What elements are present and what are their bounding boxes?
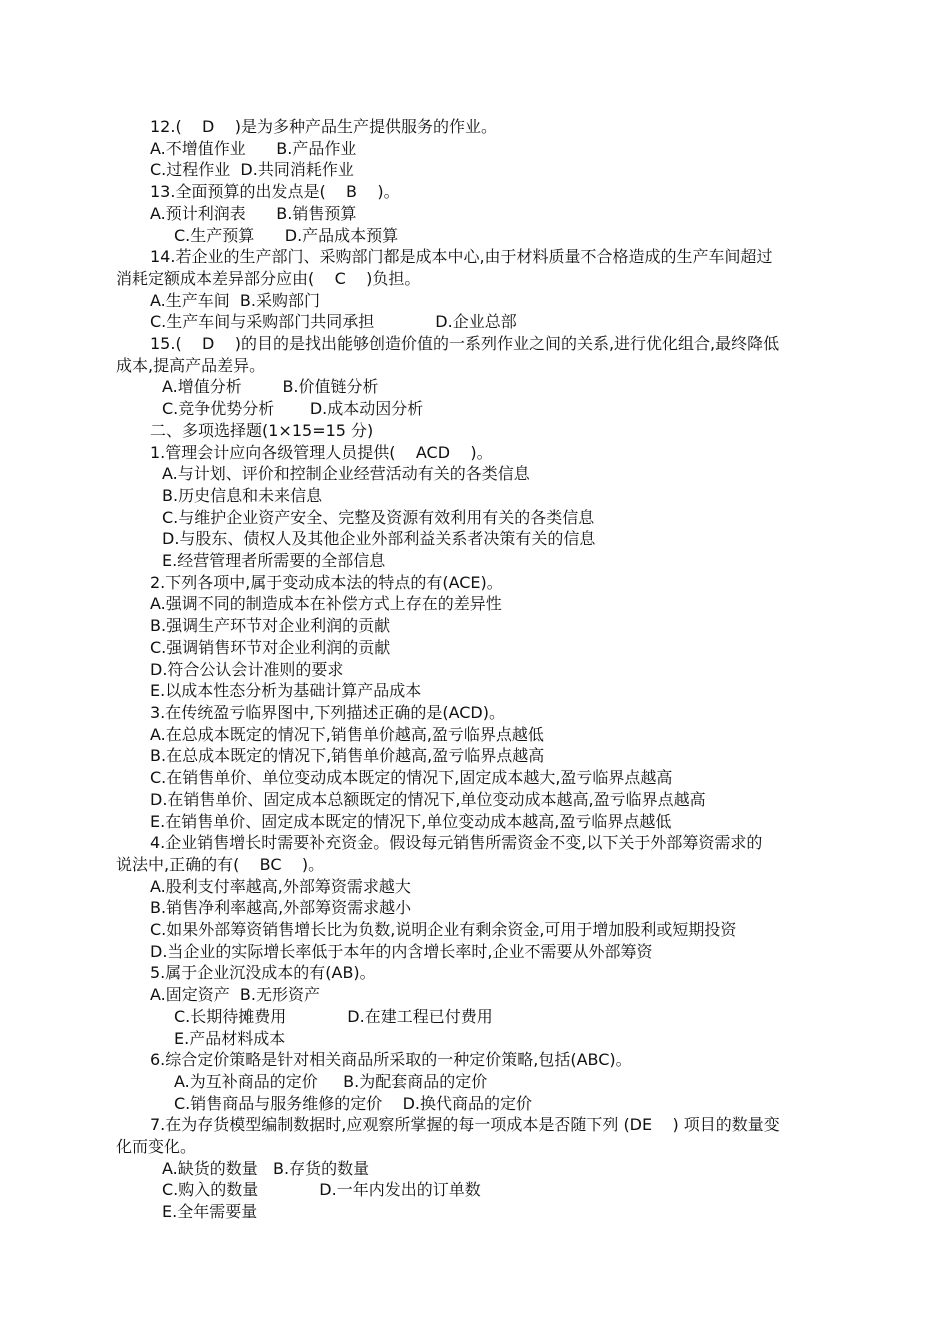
text-line: 消耗定额成本差异部分应由( C )负担。 — [116, 268, 421, 288]
text-line: C.在销售单价、单位变动成本既定的情况下,固定成本越大,盈亏临界点越高 — [150, 768, 673, 788]
text-line: 1.管理会计应向各级管理人员提供( ACD )。 — [150, 442, 493, 462]
text-line: 3.在传统盈亏临界图中,下列描述正确的是(ACD)。 — [150, 702, 505, 722]
text-line: 化而变化。 — [116, 1137, 197, 1157]
text-line: 二、多项选择题(1×15=15 分) — [150, 420, 374, 440]
text-line: 成本,提高产品差异。 — [116, 355, 266, 375]
text-line: E.在销售单价、固定成本既定的情况下,单位变动成本越高,盈亏临界点越低 — [150, 811, 672, 831]
text-line: 6.综合定价策略是针对相关商品所采取的一种定价策略,包括(ABC)。 — [150, 1050, 632, 1070]
text-line: C.生产预算 D.产品成本预算 — [174, 225, 399, 245]
text-line: C.销售商品与服务维修的定价 D.换代商品的定价 — [174, 1093, 533, 1113]
text-line: E.以成本性态分析为基础计算产品成本 — [150, 681, 422, 701]
text-line: C.生产车间与采购部门共同承担 D.企业总部 — [150, 312, 517, 332]
text-line: A.增值分析 B.价值链分析 — [162, 377, 379, 397]
text-line: C.长期待摊费用 D.在建工程已付费用 — [174, 1006, 493, 1026]
text-line: A.生产车间 B.采购部门 — [150, 290, 320, 310]
text-line: 5.属于企业沉没成本的有(AB)。 — [150, 963, 376, 983]
text-line: 说法中,正确的有( BC )。 — [116, 854, 325, 874]
document-body — [116, 116, 836, 1223]
text-line: D.当企业的实际增长率低于本年的内含增长率时,企业不需要从外部筹资 — [150, 941, 653, 961]
text-line: 15.( D )的目的是找出能够创造价值的一系列作业之间的关系,进行优化组合,最终降低 — [150, 334, 780, 354]
text-line: A.在总成本既定的情况下,销售单价越高,盈亏临界点越低 — [150, 724, 544, 744]
text-line: 2.下列各项中,属于变动成本法的特点的有(ACE)。 — [150, 572, 503, 592]
text-line: D.与股东、债权人及其他企业外部利益关系者决策有关的信息 — [162, 529, 596, 549]
text-line: D.符合公认会计准则的要求 — [150, 659, 344, 679]
text-line: A.固定资产 B.无形资产 — [150, 985, 320, 1005]
text-line: A.股利支付率越高,外部筹资需求越大 — [150, 876, 411, 896]
text-line: A.缺货的数量 B.存货的数量 — [162, 1158, 370, 1178]
text-line: B.在总成本既定的情况下,销售单价越高,盈亏临界点越高 — [150, 746, 545, 766]
text-line: A.预计利润表 B.销售预算 — [150, 203, 357, 223]
text-line: B.销售净利率越高,外部筹资需求越小 — [150, 898, 412, 918]
text-line: 13.全面预算的出发点是( B )。 — [150, 182, 400, 202]
text-line: 4.企业销售增长时需要补充资金。假设每元销售所需资金不变,以下关于外部筹资需求的 — [150, 833, 763, 853]
text-line: 14.若企业的生产部门、采购部门都是成本中心,由于材料质量不合格造成的生产车间超过 — [150, 247, 773, 267]
text-line: 7.在为存货模型编制数据时,应观察所掌握的每一项成本是否随下列 (DE ) 项目的数量变 — [150, 1115, 780, 1135]
text-line: C.与维护企业资产安全、完整及资源有效利用有关的各类信息 — [162, 507, 595, 527]
text-line: E.经营管理者所需要的全部信息 — [162, 551, 386, 571]
text-line: C.竞争优势分析 D.成本动因分析 — [162, 399, 424, 419]
text-line: C.购入的数量 D.一年内发出的订单数 — [162, 1180, 481, 1200]
text-line: A.与计划、评价和控制企业经营活动有关的各类信息 — [162, 464, 530, 484]
text-line: 12.( D )是为多种产品生产提供服务的作业。 — [150, 117, 497, 136]
text-line: E.产品材料成本 — [174, 1028, 286, 1048]
text-line: C.强调销售环节对企业利润的贡献 — [150, 637, 391, 657]
text-line: A.不增值作业 B.产品作业 — [150, 138, 357, 158]
text-line: A.为互补商品的定价 B.为配套商品的定价 — [174, 1071, 488, 1091]
text-line: C.过程作业 D.共同消耗作业 — [150, 160, 354, 180]
text-line: B.强调生产环节对企业利润的贡献 — [150, 616, 391, 636]
text-line: A.强调不同的制造成本在补偿方式上存在的差异性 — [150, 594, 502, 614]
text-line: C.如果外部筹资销售增长比为负数,说明企业有剩余资金,可用于增加股利或短期投资 — [150, 920, 737, 940]
text-line: E.全年需要量 — [162, 1202, 258, 1222]
text-line: D.在销售单价、固定成本总额既定的情况下,单位变动成本越高,盈亏临界点越高 — [150, 789, 706, 809]
text-line: B.历史信息和未来信息 — [162, 485, 323, 505]
